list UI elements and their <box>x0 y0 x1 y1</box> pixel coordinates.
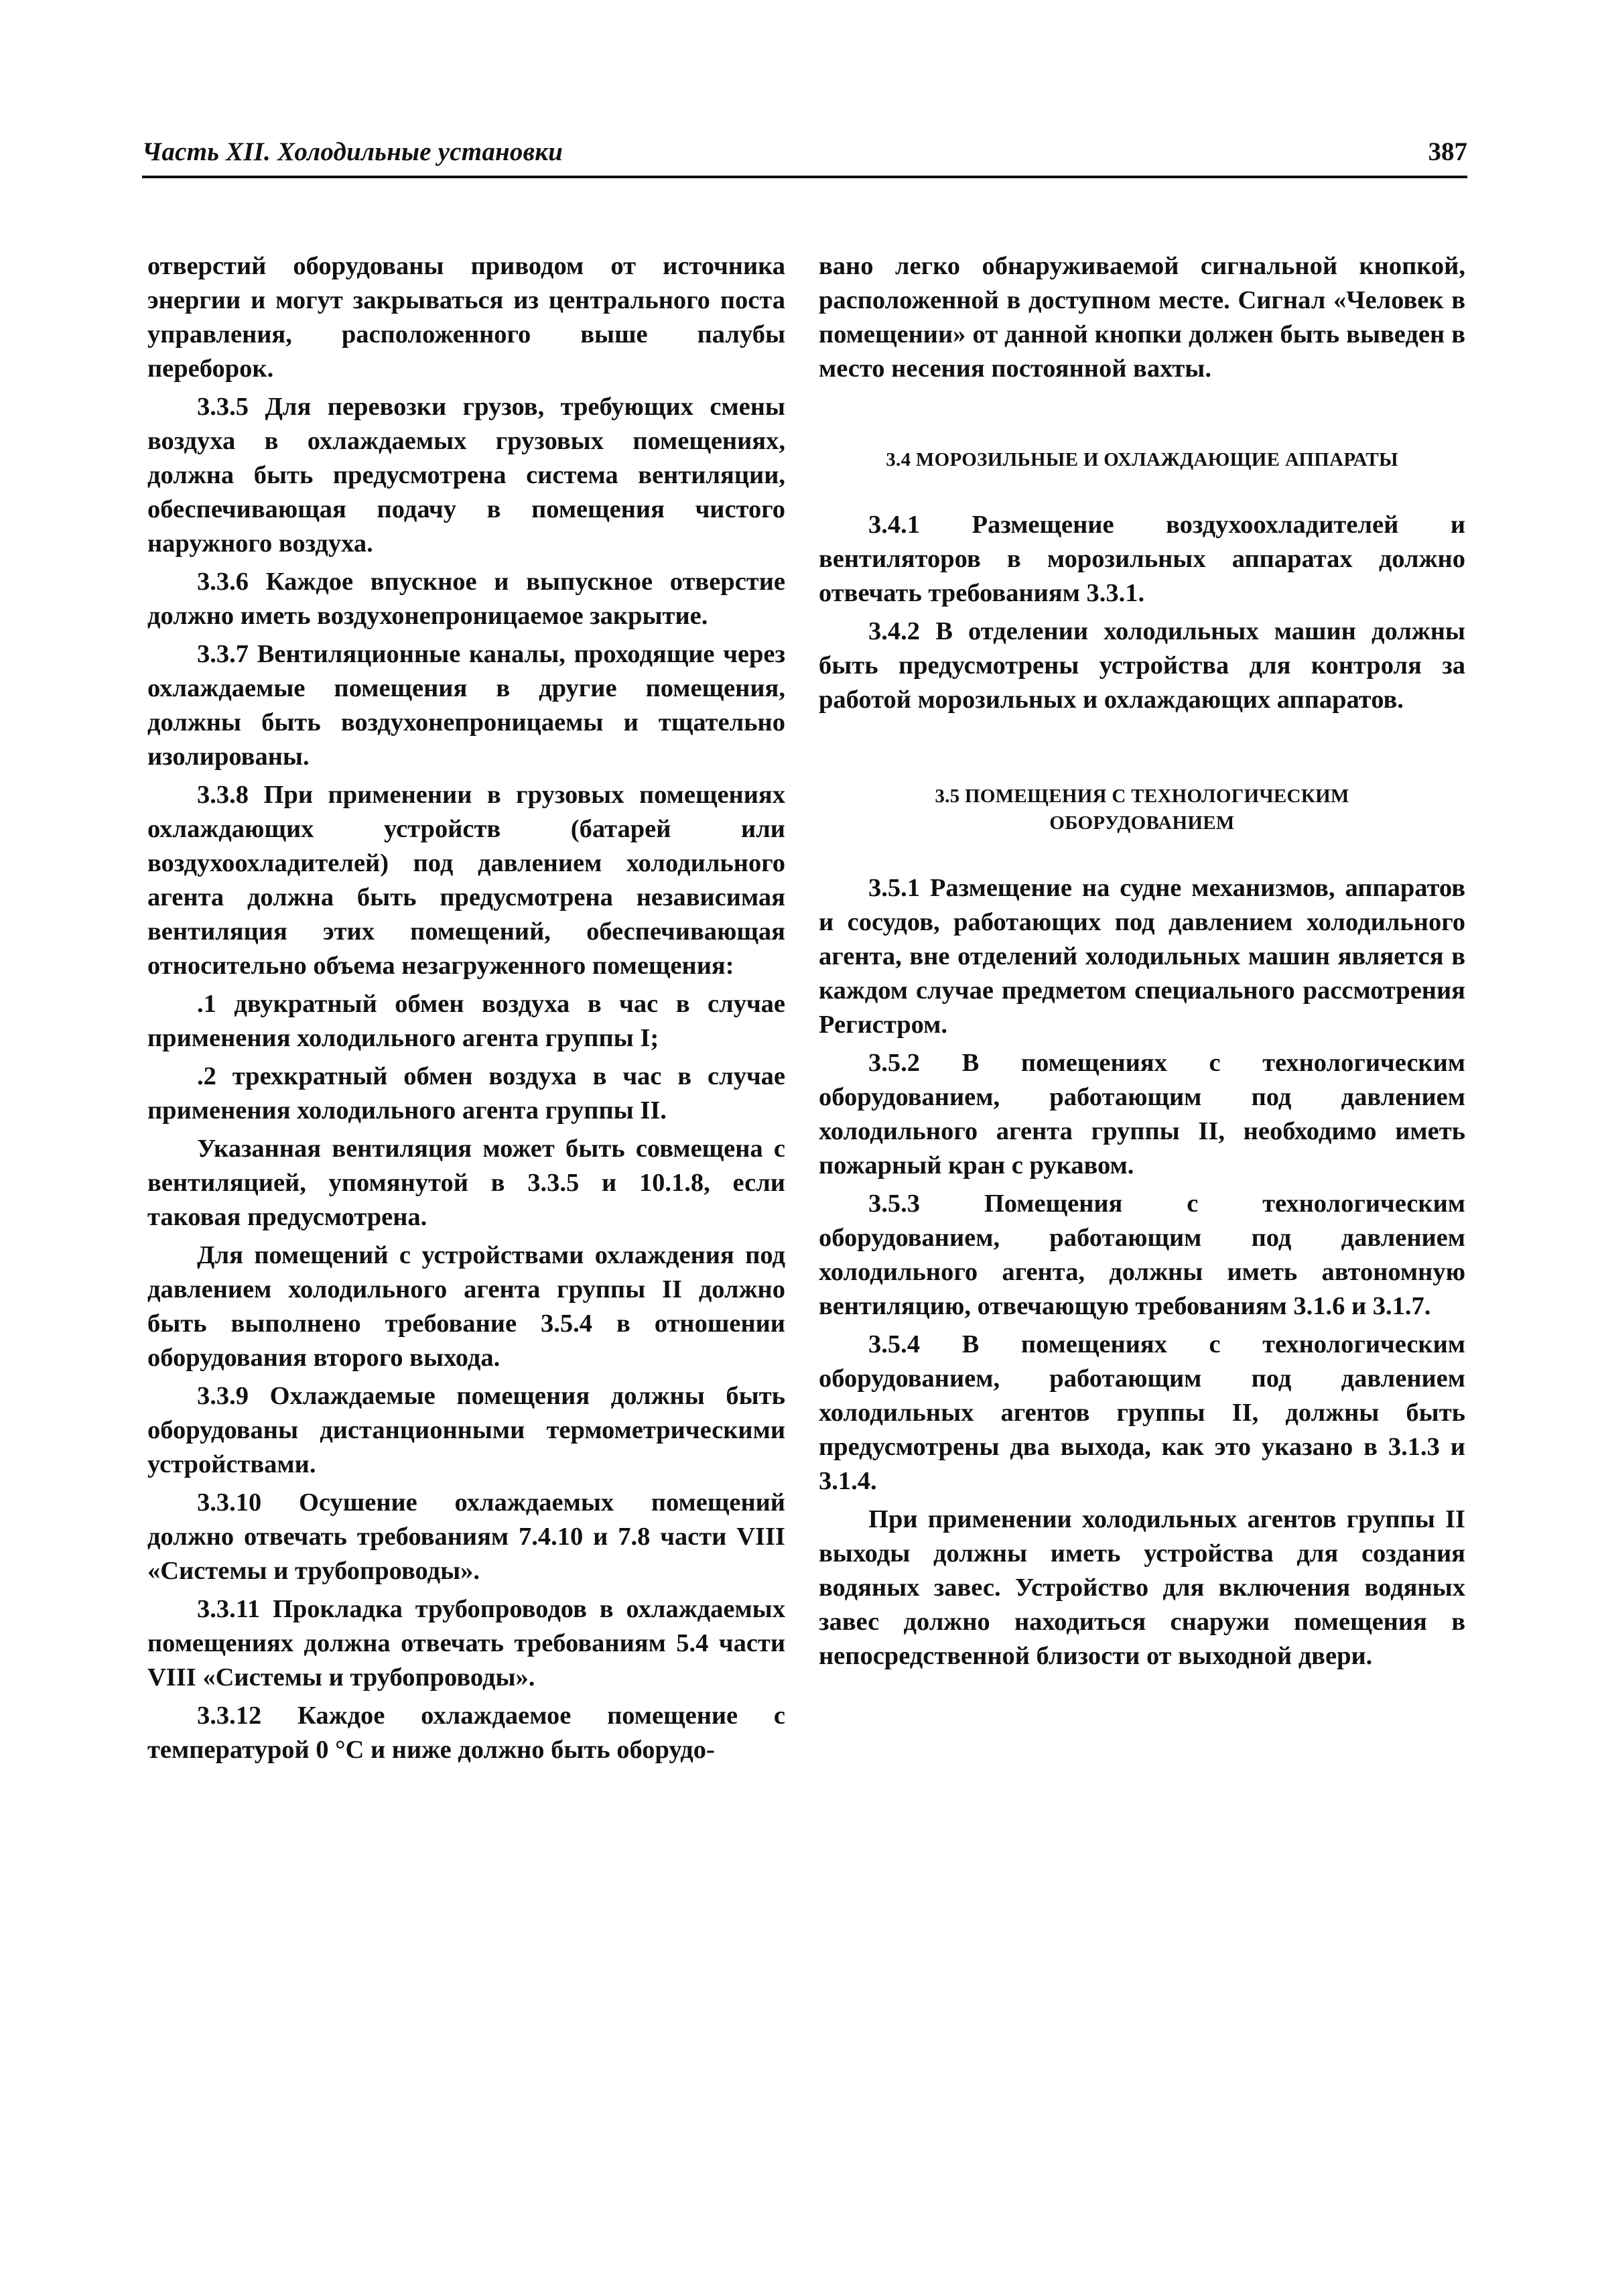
paragraph-3-3-6: 3.3.6 Каждое впускное и выпускное отверстие должно иметь воздухонепроницаемое закрытие. <box>147 568 785 630</box>
page-number: 387 <box>1428 137 1467 166</box>
section-heading-3-4: 3.4 МОРОЗИЛЬНЫЕ И ОХЛАЖДАЮЩИЕ АППАРАТЫ <box>886 449 1398 470</box>
section-heading-3-5-line1: 3.5 ПОМЕЩЕНИЯ С ТЕХНОЛОГИЧЕСКИМ <box>935 785 1349 807</box>
paragraph-3-3-10: 3.3.10 Осушение охлаждаемых помещений должно отвечать требованиям 7.4.10 и 7.8 части VIII «Системы и трубопроводы». <box>147 1488 785 1585</box>
page-header <box>142 134 1467 178</box>
section-heading-3-5 <box>819 783 1465 836</box>
list-item-2: .2 трехкратный обмен воздуха в час в случае применения холодильного агента группы II. <box>147 1062 785 1125</box>
paragraph-3-5-4: 3.5.4 В помещениях с технологическим оборудованием, работающим под давлением холодильных агентов группы II, должны быть предусмотрены два выхода, как это указано в 3.1.3 и 3.1.4. <box>819 1330 1465 1495</box>
paragraph-3-3-5: 3.3.5 Для перевозки грузов, требующих смены воздуха в охлаждаемых грузовых помещениях, должна быть предусмотрена система вентиляции, обеспечивающая подачу в помещения чистого наружного воздуха. <box>147 393 785 558</box>
list-item-1: .1 двукратный обмен воздуха в час в случае применения холодильного агента группы I; <box>147 990 785 1052</box>
paragraph-3-4-1: 3.4.1 Размещение воздухоохладителей и вентиляторов в морозильных аппаратах должно отвечать требованиям 3.3.1. <box>819 511 1465 607</box>
paragraph-continuation: отверстий оборудованы приводом от источника энергии и могут закрываться из центрального поста управления, расположенного выше палубы переборок. <box>147 252 785 383</box>
paragraph-continuation-right: вано легко обнаруживаемой сигнальной кнопкой, расположенной в доступном месте. Сигнал «Человек в помещении» от данной кнопки должен быть выведен в место несения постоянной вахты. <box>819 252 1465 383</box>
paragraph-3-5-1: 3.5.1 Размещение на судне механизмов, аппаратов и сосудов, работающих под давлением холодильного агента, вне отделений холодильных машин является в каждом случае предметом специального рассмотрения Регистром. <box>819 874 1465 1039</box>
paragraph-3-4-2: 3.4.2 В отделении холодильных машин должны быть предусмотрены устройства для контроля за работой морозильных и охлаждающих аппаратов. <box>819 617 1465 714</box>
right-column <box>819 249 1465 1677</box>
left-column <box>147 249 785 1771</box>
paragraph-second-exit-note: Для помещений с устройствами охлаждения под давлением холодильного агента группы II должно быть выполнено требование 3.5.4 в отношении оборудования второго выхода. <box>147 1241 785 1372</box>
paragraph-3-5-2: 3.5.2 В помещениях с технологическим оборудованием, работающим под давлением холодильного агента группы II, необходимо иметь пожарный кран с рукавом. <box>819 1049 1465 1179</box>
running-header-title: Часть XII. Холодильные установки <box>142 137 563 166</box>
paragraph-3-3-8: 3.3.8 При применении в грузовых помещениях охлаждающих устройств (батарей или воздухоохладителей) под давлением холодильного агента должна быть предусмотрена независимая вентиляция этих помещений, обеспечивающая относительно объема незагруженного помещения: <box>147 781 785 980</box>
section-heading-3-5-line2: ОБОРУДОВАНИЕМ <box>1049 812 1235 834</box>
paragraph-water-curtain-note: При применении холодильных агентов группы II выходы должны иметь устройства для создания водяных завес. Устройство для включения водяных завес должно находиться снаружи помещения в непосредственной близости от выходной двери. <box>819 1505 1465 1670</box>
paragraph-ventilation-note: Указанная вентиляция может быть совмещена с вентиляцией, упомянутой в 3.3.5 и 10.1.8, если таковая предусмотрена. <box>147 1135 785 1231</box>
paragraph-3-3-9: 3.3.9 Охлаждаемые помещения должны быть оборудованы дистанционными термометрическими устройствами. <box>147 1382 785 1478</box>
paragraph-3-5-3: 3.5.3 Помещения с технологическим оборудованием, работающим под давлением холодильного агента, должны иметь автономную вентиляцию, отвечающую требованиям 3.1.6 и 3.1.7. <box>819 1190 1465 1320</box>
paragraph-3-3-12: 3.3.12 Каждое охлаждаемое помещение с температурой 0 °С и ниже должно быть оборудо- <box>147 1702 785 1764</box>
paragraph-3-3-11: 3.3.11 Прокладка трубопроводов в охлаждаемых помещениях должна отвечать требованиям 5.4 части VIII «Системы и трубопроводы». <box>147 1595 785 1692</box>
paragraph-3-3-7: 3.3.7 Вентиляционные каналы, проходящие через охлаждаемые помещения в другие помещения, должны быть воздухонепроницаемы и тщательно изолированы. <box>147 640 785 771</box>
